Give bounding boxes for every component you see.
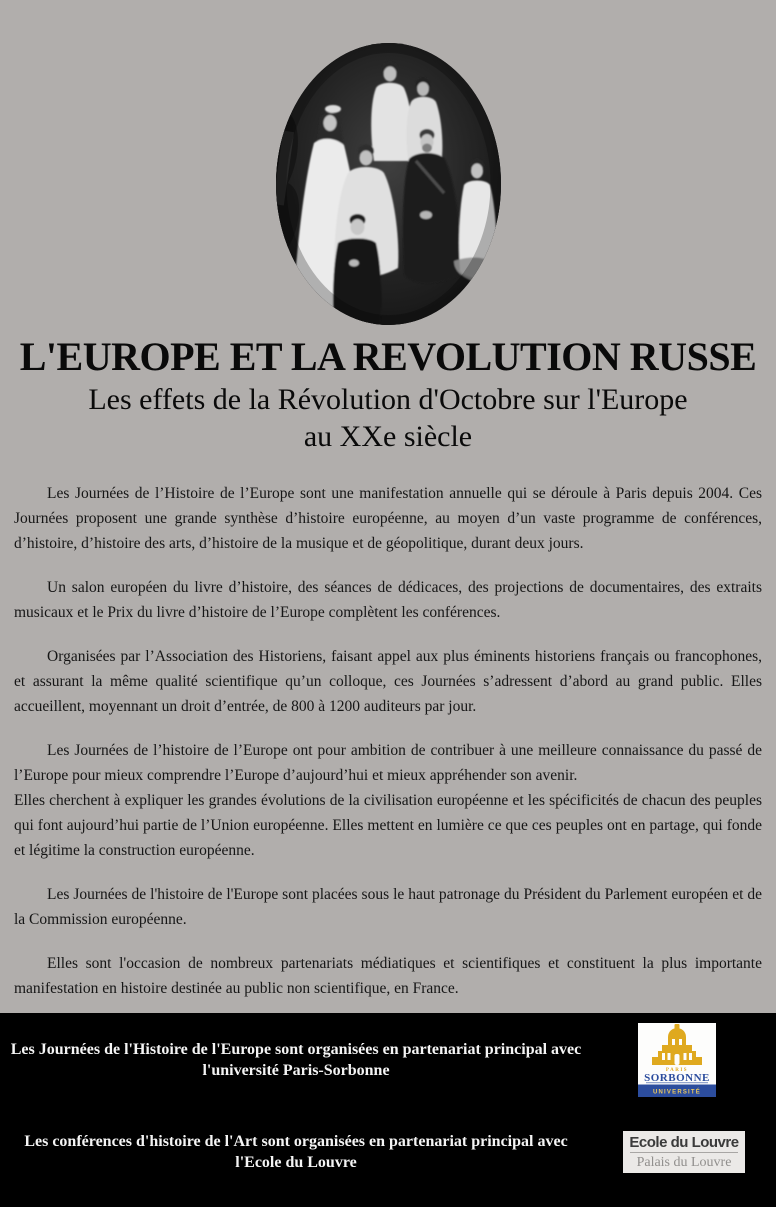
partnership-louvre-line-1: Les conférences d'histoire de l'Art sont organisées en partenariat principal avec	[24, 1133, 568, 1150]
romanov-family-photo	[276, 43, 501, 325]
partnership-sorbonne-line-2: l'université Paris-Sorbonne	[202, 1062, 390, 1079]
louvre-logo-title: Ecole du Louvre	[629, 1134, 739, 1151]
paris-sorbonne-logo	[638, 1023, 716, 1097]
partnership-louvre-text	[0, 1131, 592, 1173]
paragraph-3: Organisées par l’Association des Historiens, faisant appel aux plus éminents historiens français ou francophones, et assurant la même qualité scientifique qu’un colloque, ces Journées s’adressent d’abord au grand public. Elles accueillent, moyennant un droit d’entrée, de 800 à 1200 auditeurs par jour.	[14, 648, 762, 716]
ecole-du-louvre-logo	[623, 1131, 745, 1173]
subtitle-line-2: au XXe siècle	[303, 419, 473, 453]
louvre-logo-divider	[630, 1152, 738, 1153]
page-title: L'EUROPE ET LA REVOLUTION RUSSE	[19, 334, 757, 379]
footer	[0, 1013, 776, 1207]
subtitle-line-1: Les effets de la Révolution d'Octobre sur l'Europe	[88, 383, 688, 416]
paragraph-6: Les Journées de l'histoire de l'Europe sont placées sous le haut patronage du Président du Parlement européen et de la Commission européenne.	[14, 886, 762, 929]
paragraph-2: Un salon européen du livre d’histoire, des séances de dédicaces, des projections de documentaires, des extraits musicaux et le Prix du livre d’histoire de l’Europe complètent les conférences.	[14, 579, 762, 622]
body-text	[14, 481, 762, 1001]
page-subtitle	[0, 382, 776, 455]
louvre-logo-subtitle: Palais du Louvre	[636, 1155, 732, 1170]
sorbonne-logo-city: PARIS	[665, 1068, 689, 1073]
partnership-louvre-line-2: l'Ecole du Louvre	[235, 1154, 357, 1171]
paragraph-7: Elles sont l'occasion de nombreux partenariats médiatiques et scientifiques et constituent la plus importante manifestation en histoire destinée au public non scientifique, en France.	[14, 955, 762, 998]
partnership-sorbonne-line-1: Les Journées de l'Histoire de l'Europe sont organisées en partenariat principal avec	[10, 1041, 582, 1058]
sorbonne-logo-name: SORBONNE	[644, 1072, 710, 1084]
partnership-sorbonne-text	[0, 1039, 592, 1081]
paragraph-4: Les Journées de l’histoire de l’Europe ont pour ambition de contribuer à une meilleure connaissance du passé de l’Europe pour mieux comprendre l’Europe d’aujourd’hui et mieux appréhender son avenir.	[14, 742, 762, 785]
partnership-row-louvre	[0, 1131, 776, 1173]
partnership-row-sorbonne	[0, 1013, 776, 1097]
sorbonne-logo-banner: UNIVERSITÉ	[652, 1089, 702, 1096]
paragraph-5: Elles cherchent à expliquer les grandes évolutions de la civilisation européenne et les spécificités de chacun des peuples qui font aujourd’hui partie de l’Union européenne. Elles mettent en lumière ce que ces peuples ont en partage, qui fonde et légitime la construction européenne.	[14, 792, 762, 860]
paragraph-1: Les Journées de l’Histoire de l’Europe sont une manifestation annuelle qui se déroule à Paris depuis 2004. Ces Journées proposent une grande synthèse d’histoire européenne, au moyen d’un vaste programme de conférences, d’histoire, d’histoire des arts, d’histoire de la musique et de géopolitique, durant deux jours.	[14, 485, 762, 553]
